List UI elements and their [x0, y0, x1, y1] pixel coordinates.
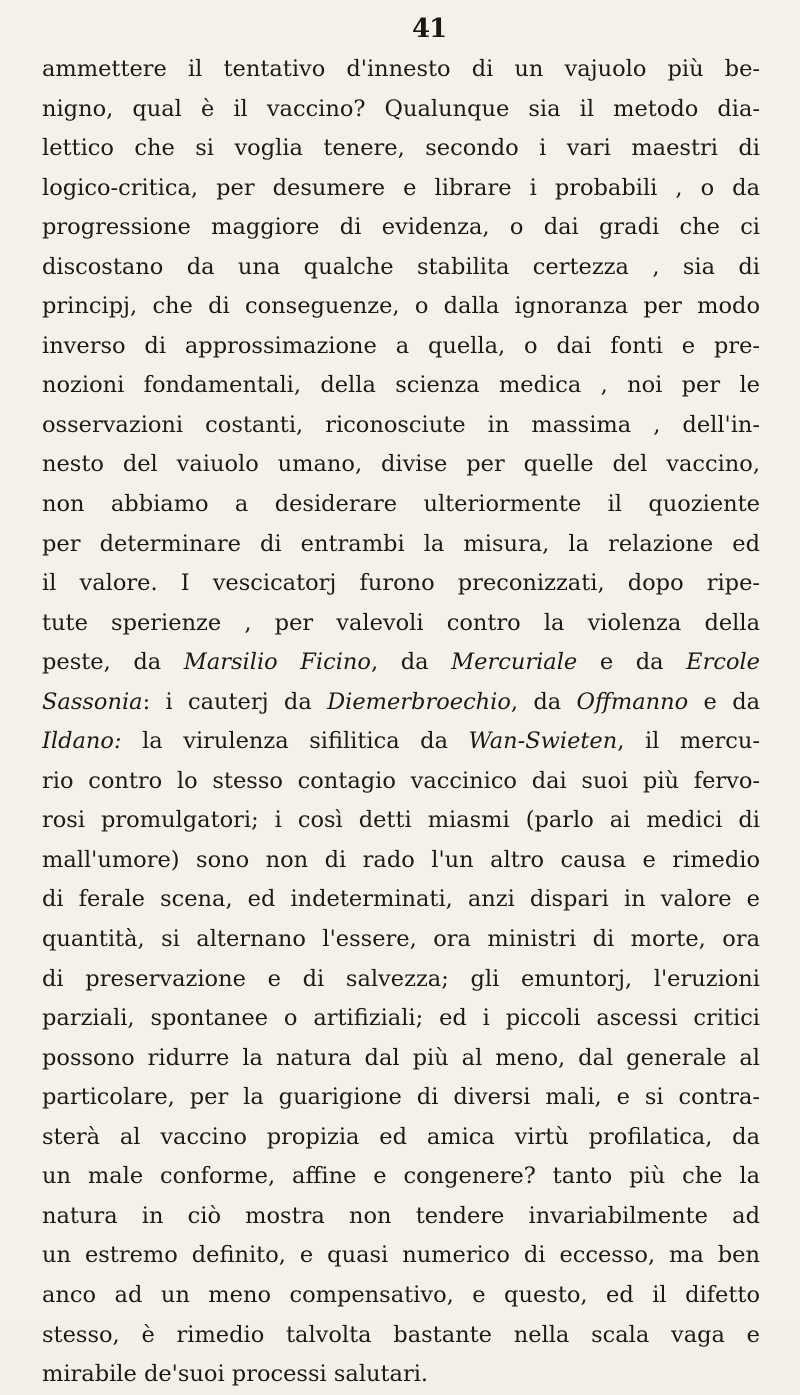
text-line	[42, 287, 760, 327]
page-number: 41	[412, 14, 447, 44]
line-text: lettico che si voglia tenere, secondo i vari maestri di	[42, 135, 760, 162]
line-text: tute sperienze , per valevoli contro la violenza della	[42, 609, 760, 636]
text-line	[42, 327, 760, 367]
text-segment: : i cauterj da	[142, 688, 328, 715]
line-text: il valore. I vescicatorj furono preconizzati, dopo ripe-	[42, 570, 760, 597]
italic-name: Ercole	[686, 649, 760, 676]
italic-name: Diemerbroechio	[327, 688, 511, 715]
line-text: nigno, qual è il vaccino? Qualunque sia il metodo dia-	[42, 95, 760, 122]
line-text: mirabile de'suoi processi salutari.	[42, 1361, 429, 1388]
line-text: di preservazione e di salvezza; gli emuntorj, l'eruzioni	[42, 965, 760, 992]
text-line	[42, 1039, 760, 1079]
line-text: di ferale scena, ed indeterminati, anzi dispari in valore e	[42, 886, 760, 913]
text-line	[42, 485, 760, 525]
text-line	[42, 880, 760, 920]
text-line	[42, 1276, 760, 1316]
text-segment: , da	[510, 688, 577, 715]
italic-name: Marsilio Ficino	[183, 649, 371, 676]
text-line	[42, 564, 760, 604]
text-line	[42, 366, 760, 406]
line-text: quantità, si alternano l'essere, ora ministri di morte, ora	[42, 926, 760, 953]
line-text: nozioni fondamentali, della scienza medica , noi per le	[42, 372, 760, 399]
text-line	[42, 1078, 760, 1118]
line-text: stesso, è rimedio talvolta bastante nella scala vaga e	[42, 1321, 760, 1348]
text-segment: e da	[577, 649, 687, 676]
line-text: discostano da una qualche stabilita certezza , sia di	[42, 253, 760, 280]
line-text: natura in ciò mostra non tendere invariabilmente ad	[42, 1202, 760, 1229]
line-text: principj, che di conseguenze, o dalla ignoranza per modo	[42, 293, 760, 320]
line-text: un male conforme, affine e congenere? tanto più che la	[42, 1163, 760, 1190]
text-line	[42, 525, 760, 565]
text-line	[42, 445, 760, 485]
line-text: logico-critica, per desumere e librare i probabili , o da	[42, 174, 760, 201]
text-line	[42, 1197, 760, 1237]
italic-name: Mercuriale	[451, 649, 578, 676]
italic-name: Sassonia	[42, 688, 143, 715]
line-text: parziali, spontanee o artifiziali; ed i piccoli ascessi critici	[42, 1005, 760, 1032]
text-line	[42, 841, 760, 881]
line-text: mall'umore) sono non di rado l'un altro causa e rimedio	[42, 846, 760, 873]
line-text: progressione maggiore di evidenza, o dai gradi che ci	[42, 214, 760, 241]
line-text: particolare, per la guarigione di diversi mali, e si contra-	[42, 1084, 760, 1111]
line-text: non abbiamo a desiderare ulteriormente il quoziente	[42, 491, 760, 518]
text-line	[42, 90, 760, 130]
text-line	[42, 1236, 760, 1276]
line-text: ammettere il tentativo d'innesto di un vajuolo più be-	[42, 56, 760, 82]
line-text: inverso di approssimazione a quella, o dai fonti e pre-	[42, 332, 760, 359]
text-line	[42, 604, 760, 644]
text-line	[42, 208, 760, 248]
line-text: rio contro lo stesso contagio vaccinico dai suoi più fervo-	[42, 767, 760, 794]
line-text: osservazioni costanti, riconosciute in massima , dell'in-	[42, 411, 760, 438]
line-text: nesto del vaiuolo umano, divise per quelle del vaccino,	[42, 451, 760, 478]
text-line	[42, 169, 760, 209]
text-line	[42, 762, 760, 802]
line-text: per determinare di entrambi la misura, la relazione ed	[42, 530, 760, 557]
text-line	[42, 722, 760, 762]
italic-name: Offmanno	[576, 688, 689, 715]
line-text: un estremo definito, e quasi numerico di eccesso, ma ben	[42, 1242, 760, 1269]
line-text: possono ridurre la natura dal più al meno, dal generale al	[42, 1044, 760, 1071]
text-line	[42, 683, 760, 723]
text-segment: peste, da	[42, 649, 184, 676]
text-line	[42, 1157, 760, 1197]
text-line	[42, 1355, 760, 1395]
text-line	[42, 801, 760, 841]
text-line	[42, 960, 760, 1000]
text-line	[42, 248, 760, 288]
body-text	[42, 50, 760, 1395]
italic-name: Ildano:	[42, 728, 122, 755]
text-line	[42, 129, 760, 169]
text-line	[42, 999, 760, 1039]
text-line	[42, 920, 760, 960]
text-line	[42, 50, 760, 90]
text-segment: la virulenza sifilitica da	[121, 728, 469, 755]
text-segment: , da	[370, 649, 452, 676]
italic-name: Wan-Swieten	[468, 728, 618, 755]
text-line	[42, 1316, 760, 1356]
text-line	[42, 643, 760, 683]
line-text: sterà al vaccino propizia ed amica virtù profilatica, da	[42, 1123, 760, 1150]
text-line	[42, 1118, 760, 1158]
text-segment: e da	[688, 688, 760, 715]
text-segment: , il mercu-	[617, 728, 760, 755]
line-text: anco ad un meno compensativo, e questo, ed il difetto	[42, 1281, 760, 1308]
text-line	[42, 406, 760, 446]
line-text: rosi promulgatori; i così detti miasmi (parlo ai medici di	[42, 807, 760, 834]
